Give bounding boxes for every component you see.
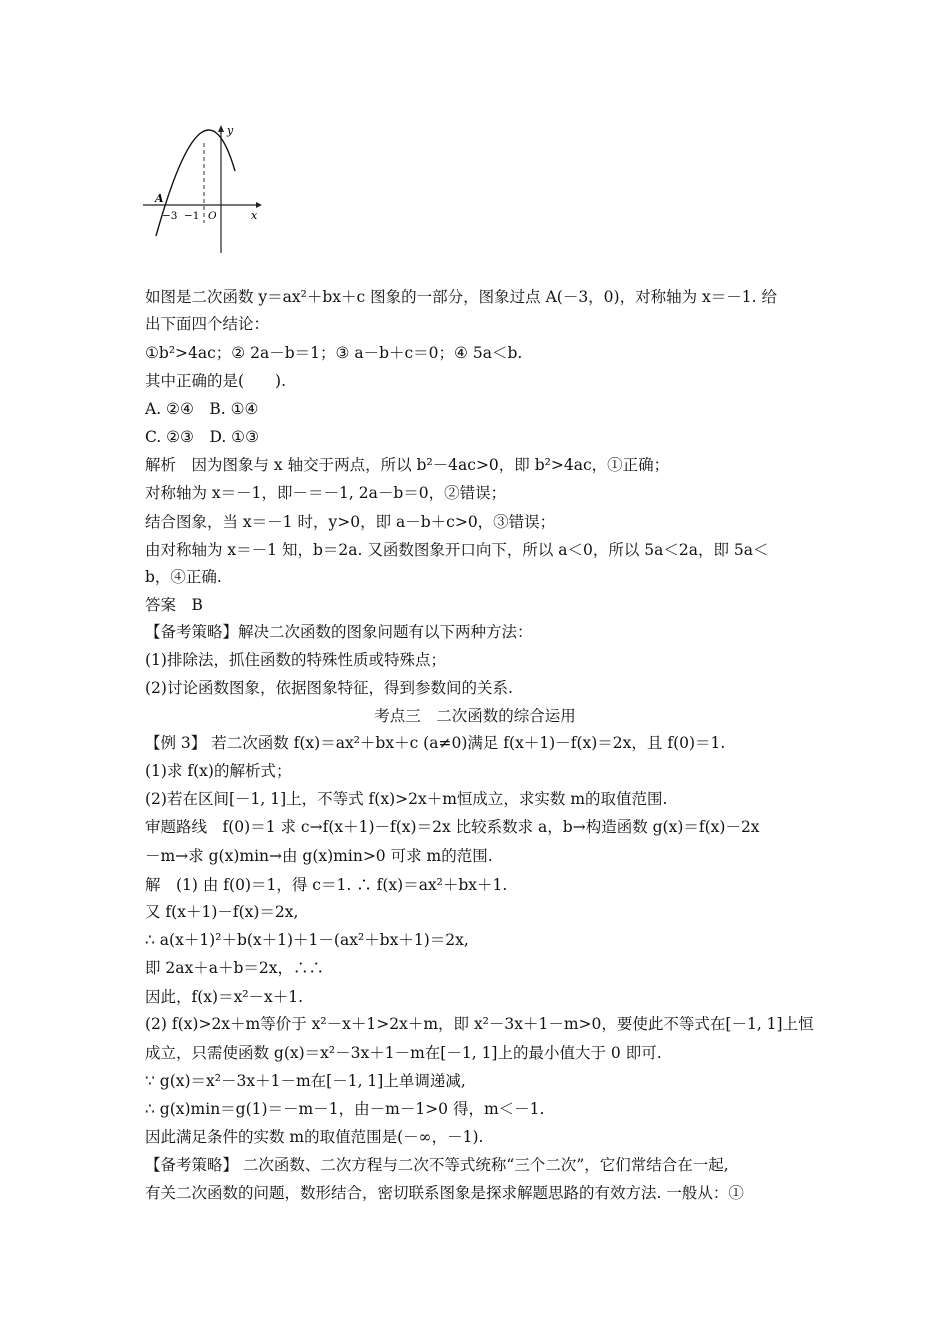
analysis-line-3: 结合图象，当 x＝－1 时，y>0，即 a－b＋c>0，③错误；: [145, 513, 556, 531]
answer: 答案 B: [145, 596, 203, 614]
point-a-label: A: [155, 192, 164, 205]
y-axis-arrow: [218, 125, 224, 132]
origin-label: O: [208, 210, 217, 222]
x-axis-label: x: [251, 209, 258, 222]
solution-line-7: 成立，只需使函数 g(x)＝x²－3x＋1－m在[－1, 1]上的最小值大于 0 即可.: [145, 1044, 662, 1062]
solution-line-3: ∴ a(x＋1)²＋b(x＋1)＋1－(ax²＋bx＋1)＝2x,: [145, 931, 469, 949]
strategy-2-line-2: 有关二次函数的问题，数形结合，密切联系图象是探求解题思路的有效方法. 一般从：①: [145, 1184, 744, 1202]
solution-line-5: 因此，f(x)＝x²－x＋1.: [145, 988, 304, 1006]
solution-line-8: ∵ g(x)＝x²－3x＋1－m在[－1, 1]上单调递减,: [145, 1072, 466, 1090]
strategy-2-line-1: 【备考策略】 二次函数、二次方程与二次不等式统称“三个二次”，它们常结合在一起,: [145, 1156, 729, 1174]
analysis-line-4: 由对称轴为 x＝－1 知，b＝2a. 又函数图象开口向下，所以 a＜0，所以 5a＜2a，即 5a＜: [145, 541, 769, 559]
solution-line-10: 因此满足条件的实数 m的取值范围是(－∞，－1).: [145, 1128, 484, 1146]
section-title: 考点三 二次函数的综合运用: [374, 707, 576, 725]
solution-line-4: 即 2ax＋a＋b＝2x，∴∴: [145, 959, 325, 977]
solution-line-6: (2) f(x)>2x＋m等价于 x²－x＋1>2x＋m，即 x²－3x＋1－m>0，要使此不等式在[－1, 1]上恒: [145, 1015, 814, 1033]
problem-question: 其中正确的是( ).: [145, 372, 287, 390]
tick-minus-3: −3: [162, 210, 178, 222]
analysis-line-5: b，④正确.: [145, 568, 222, 586]
problem-conclusions: ①b²>4ac；② 2a－b＝1；③ a－b＋c＝0；④ 5a＜b.: [145, 344, 523, 362]
problem-line-2: 出下面四个结论：: [145, 315, 270, 333]
analysis-line-1: 解析 因为图象与 x 轴交于两点，所以 b²－4ac>0，即 b²>4ac，①正确；: [145, 456, 670, 474]
analysis-route-line-2: －m→求 g(x)min→由 g(x)min>0 可求 m的范围.: [145, 847, 493, 865]
example-3-statement: 【例 3】 若二次函数 f(x)＝ax²＋bx＋c (a≠0)满足 f(x＋1)－f(x)＝2x，且 f(0)＝1.: [145, 734, 726, 752]
strategy-1-item-1: (1)排除法，抓住函数的特殊性质或特殊点；: [145, 651, 446, 669]
parabola-figure: [138, 118, 268, 258]
x-axis-arrow: [256, 202, 262, 208]
solution-line-2: 又 f(x＋1)－f(x)＝2x,: [145, 903, 299, 921]
solution-line-9: ∴ g(x)min＝g(1)＝－m－1，由－m－1>0 得，m＜－1.: [145, 1100, 545, 1118]
analysis-line-2: 对称轴为 x＝－1，即－＝－1, 2a－b＝0，②错误；: [145, 484, 507, 502]
option-c-d: C. ②③ D. ①③: [145, 428, 259, 446]
option-a-b: A. ②④ B. ①④: [145, 400, 259, 418]
strategy-1-title: 【备考策略】解决二次函数的图象问题有以下两种方法：: [145, 623, 533, 641]
example-3-part-2: (2)若在区间[－1, 1]上，不等式 f(x)>2x＋m恒成立，求实数 m的取值范围.: [145, 790, 668, 808]
solution-line-1: 解 (1) 由 f(0)＝1，得 c＝1. ∴ f(x)＝ax²＋bx＋1.: [145, 876, 508, 894]
analysis-route-line-1: 审题路线 f(0)＝1 求 c→f(x＋1)－f(x)＝2x 比较系数求 a，b→构造函数 g(x)＝f(x)－2x: [145, 818, 760, 836]
strategy-1-item-2: (2)讨论函数图象，依据图象特征，得到参数间的关系.: [145, 679, 513, 697]
y-axis-label: y: [227, 124, 234, 137]
tick-minus-1: −1: [184, 210, 200, 222]
problem-line-1: 如图是二次函数 y＝ax²＋bx＋c 图象的一部分，图象过点 A(－3，0)，对称轴为 x＝－1. 给: [145, 288, 777, 306]
example-3-part-1: (1)求 f(x)的解析式；: [145, 762, 292, 780]
